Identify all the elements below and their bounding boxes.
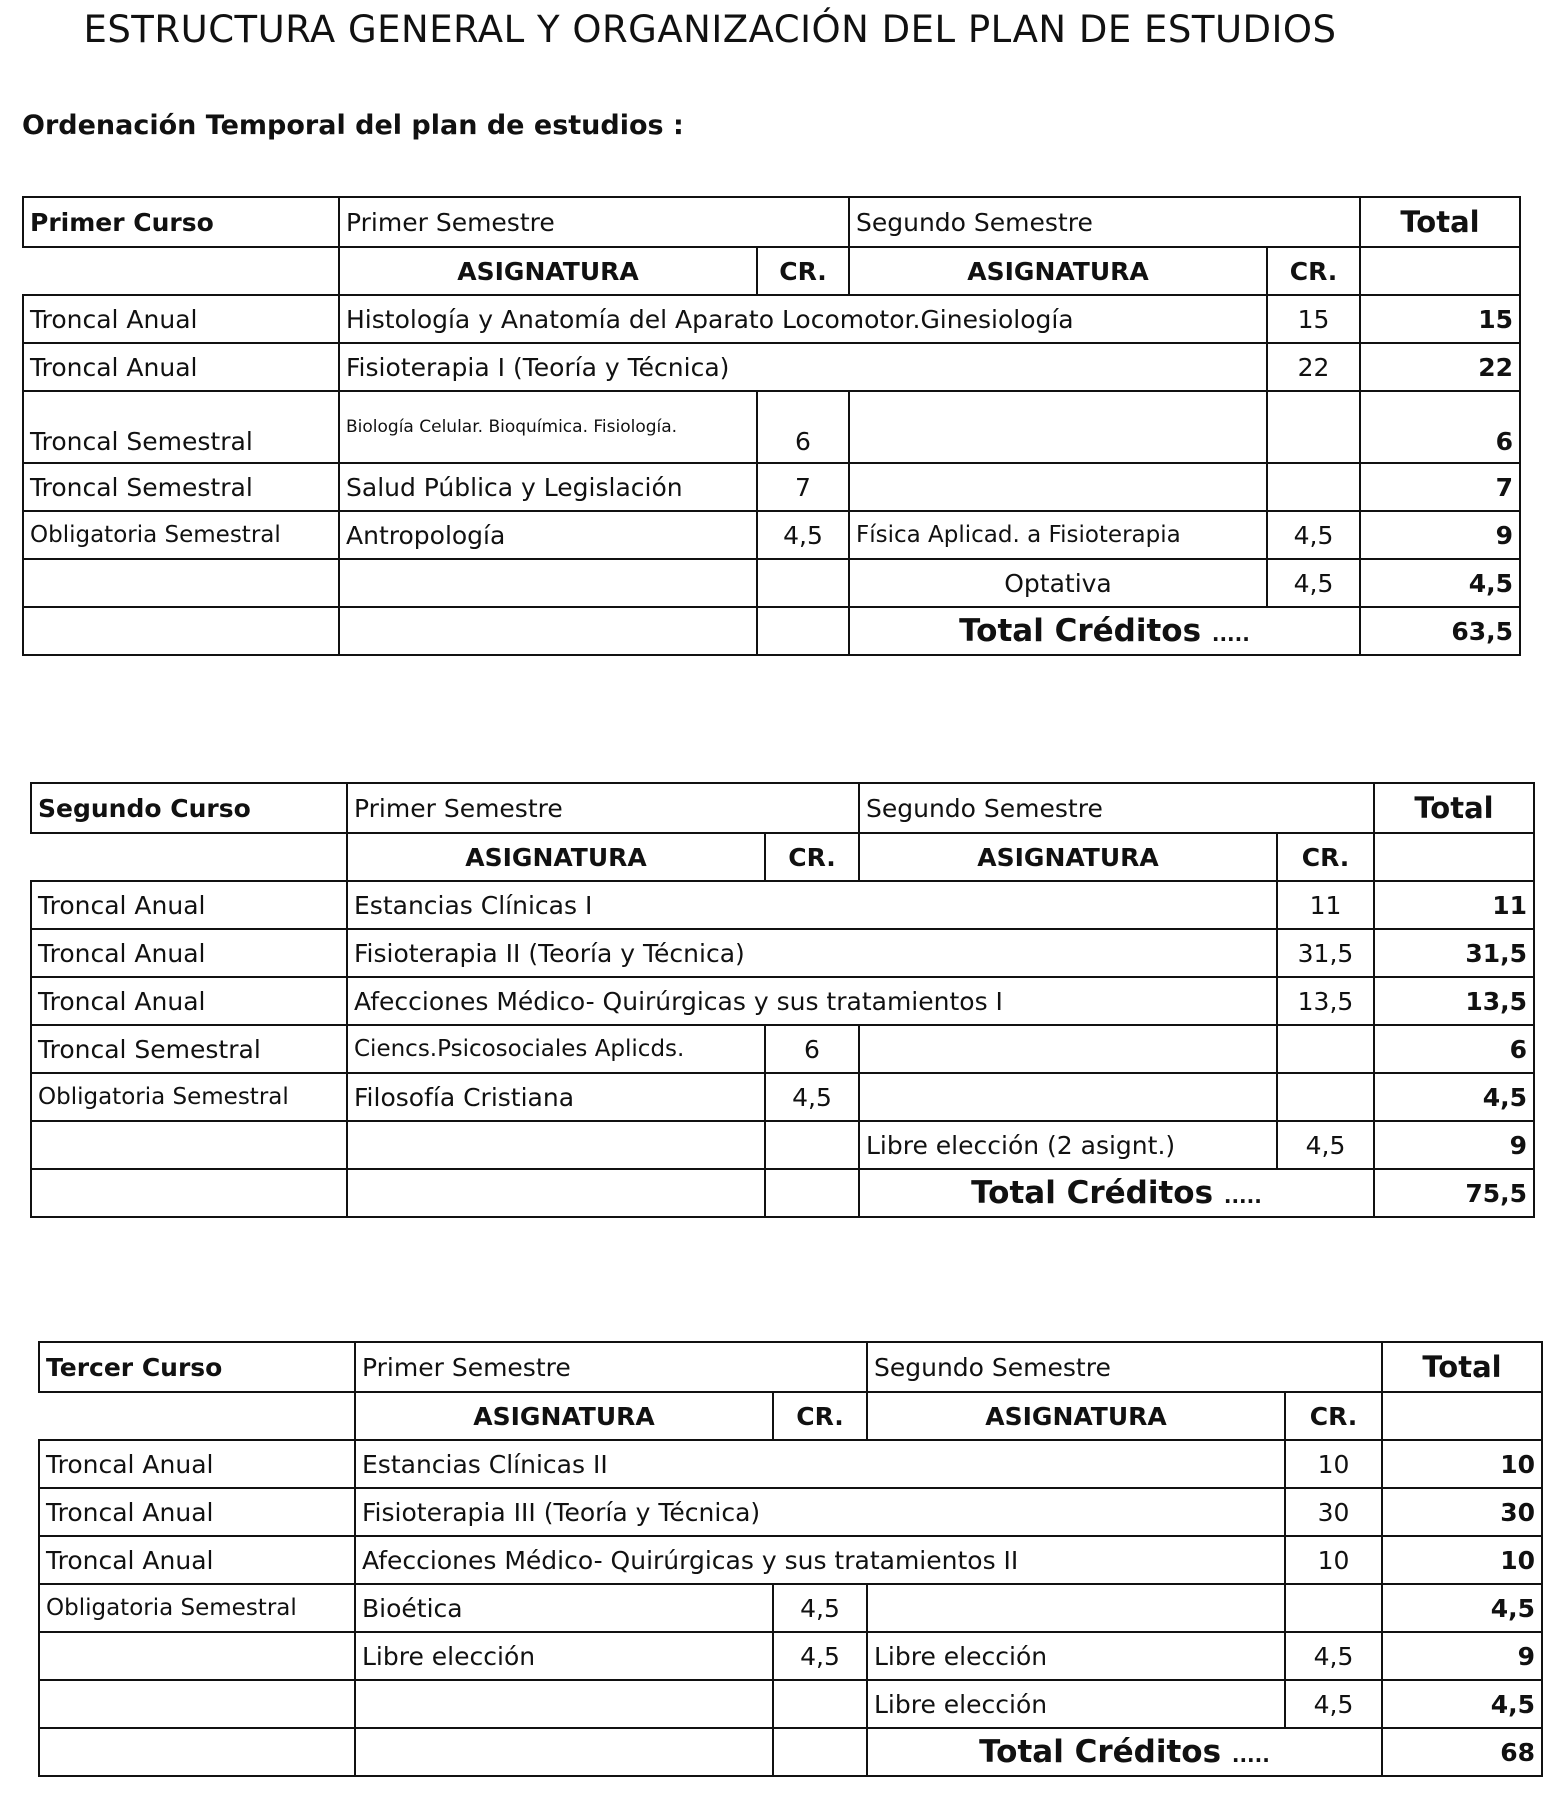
total-row — [23, 607, 1520, 655]
subject-name — [347, 1121, 765, 1169]
subject-name: Afecciones Médico- Quirúrgicas y sus tratamientos II — [355, 1536, 1285, 1584]
subject-name: Fisioterapia III (Teoría y Técnica) — [355, 1488, 1285, 1536]
table-row — [23, 511, 1520, 559]
subject-type — [39, 1632, 355, 1680]
cr-header: CR. — [1285, 1392, 1382, 1440]
cr-header: CR. — [765, 833, 859, 881]
total-creditos-label — [849, 607, 1360, 655]
subject-type: Troncal Semestral — [23, 463, 339, 511]
row-total: 9 — [1382, 1632, 1542, 1680]
subject-type: Troncal Anual — [31, 977, 347, 1025]
page-subtitle: Ordenación Temporal del plan de estudios : — [22, 110, 684, 141]
table-subheader-row — [23, 247, 1520, 295]
total-header: Total — [1360, 197, 1520, 247]
total-creditos-value: 68 — [1382, 1728, 1542, 1776]
subject-type: Troncal Anual — [39, 1536, 355, 1584]
credits: 11 — [1277, 881, 1374, 929]
subject-name: Libre elección — [355, 1632, 773, 1680]
subject-type: Obligatoria Semestral — [23, 511, 339, 559]
empty-cell — [757, 607, 849, 655]
credits: 31,5 — [1277, 929, 1374, 977]
empty-cell — [23, 247, 339, 295]
row-total: 31,5 — [1374, 929, 1534, 977]
empty-cell — [39, 1392, 355, 1440]
table-row — [39, 1584, 1542, 1632]
table-row — [31, 929, 1534, 977]
row-total: 9 — [1360, 511, 1520, 559]
total-creditos-text: Total Créditos — [971, 1175, 1214, 1211]
table-header-row — [23, 197, 1520, 247]
table-subheader-row — [31, 833, 1534, 881]
subject-type — [31, 1121, 347, 1169]
table-row — [31, 1121, 1534, 1169]
credits: 4,5 — [1285, 1680, 1382, 1728]
asignatura-header: ASIGNATURA — [849, 247, 1267, 295]
empty-cell — [1374, 833, 1534, 881]
total-header: Total — [1382, 1342, 1542, 1392]
subject-name: Estancias Clínicas I — [347, 881, 1277, 929]
subject-type: Troncal Anual — [39, 1440, 355, 1488]
total-creditos-text: Total Créditos — [979, 1734, 1222, 1770]
subject-name: Filosofía Cristiana — [347, 1073, 765, 1121]
subject-type: Troncal Anual — [23, 343, 339, 391]
subject-name — [859, 1073, 1277, 1121]
row-total: 13,5 — [1374, 977, 1534, 1025]
tercer-curso-table — [38, 1341, 1543, 1777]
total-creditos-dots: ..... — [1223, 1184, 1262, 1208]
row-total: 15 — [1360, 295, 1520, 343]
credits — [1267, 391, 1360, 463]
subject-name: Física Aplicad. a Fisioterapia — [849, 511, 1267, 559]
course-label: Tercer Curso — [39, 1342, 355, 1392]
total-creditos-value: 63,5 — [1360, 607, 1520, 655]
primer-semestre-header: Primer Semestre — [347, 783, 859, 833]
row-total: 4,5 — [1360, 559, 1520, 607]
subject-name: Biología Celular. Bioquímica. Fisiología. — [339, 391, 757, 463]
empty-cell — [355, 1728, 773, 1776]
total-creditos-value: 75,5 — [1374, 1169, 1534, 1217]
credits: 4,5 — [757, 511, 849, 559]
credits — [765, 1121, 859, 1169]
subject-name — [849, 391, 1267, 463]
subject-name: Libre elección — [867, 1632, 1285, 1680]
table-row — [39, 1536, 1542, 1584]
subject-name: Afecciones Médico- Quirúrgicas y sus tratamientos I — [347, 977, 1277, 1025]
credits: 22 — [1267, 343, 1360, 391]
row-total: 6 — [1374, 1025, 1534, 1073]
subject-type: Obligatoria Semestral — [39, 1584, 355, 1632]
table-subheader-row — [39, 1392, 1542, 1440]
subject-name — [355, 1680, 773, 1728]
credits — [1267, 463, 1360, 511]
table-row — [23, 559, 1520, 607]
subject-name: Salud Pública y Legislación — [339, 463, 757, 511]
credits: 15 — [1267, 295, 1360, 343]
empty-cell — [339, 607, 757, 655]
subject-type: Troncal Anual — [39, 1488, 355, 1536]
total-row — [39, 1728, 1542, 1776]
subject-name — [849, 463, 1267, 511]
asignatura-header: ASIGNATURA — [859, 833, 1277, 881]
empty-cell — [765, 1169, 859, 1217]
credits — [1277, 1073, 1374, 1121]
credits: 4,5 — [773, 1632, 867, 1680]
credits — [773, 1680, 867, 1728]
credits — [757, 559, 849, 607]
credits: 10 — [1285, 1440, 1382, 1488]
credits: 10 — [1285, 1536, 1382, 1584]
course-label: Primer Curso — [23, 197, 339, 247]
row-total: 4,5 — [1374, 1073, 1534, 1121]
subject-name: Libre elección (2 asignt.) — [859, 1121, 1277, 1169]
credits: 13,5 — [1277, 977, 1374, 1025]
course-label: Segundo Curso — [31, 783, 347, 833]
empty-cell — [31, 833, 347, 881]
table-row — [23, 295, 1520, 343]
total-creditos-label — [867, 1728, 1382, 1776]
table-header-row — [39, 1342, 1542, 1392]
subject-name: Fisioterapia II (Teoría y Técnica) — [347, 929, 1277, 977]
row-total: 4,5 — [1382, 1680, 1542, 1728]
credits: 4,5 — [1285, 1632, 1382, 1680]
subject-type: Troncal Semestral — [31, 1025, 347, 1073]
subject-type — [23, 559, 339, 607]
subject-name: Antropología — [339, 511, 757, 559]
total-creditos-dots: ..... — [1211, 622, 1250, 646]
subject-name: Histología y Anatomía del Aparato Locomotor.Ginesiología — [339, 295, 1267, 343]
table-row — [31, 1025, 1534, 1073]
row-total: 4,5 — [1382, 1584, 1542, 1632]
subject-name — [339, 559, 757, 607]
subject-name: Ciencs.Psicosociales Aplicds. — [347, 1025, 765, 1073]
subject-name — [867, 1584, 1285, 1632]
subject-type: Troncal Anual — [23, 295, 339, 343]
primer-curso-table — [22, 196, 1521, 656]
credits: 30 — [1285, 1488, 1382, 1536]
empty-cell — [31, 1169, 347, 1217]
credits: 4,5 — [765, 1073, 859, 1121]
credits: 4,5 — [1267, 559, 1360, 607]
asignatura-header: ASIGNATURA — [347, 833, 765, 881]
table-row — [39, 1680, 1542, 1728]
empty-cell — [39, 1728, 355, 1776]
segundo-curso-table — [30, 782, 1535, 1218]
credits: 4,5 — [1267, 511, 1360, 559]
subject-type — [39, 1680, 355, 1728]
table-row — [31, 1073, 1534, 1121]
table-row — [23, 391, 1520, 463]
total-header: Total — [1374, 783, 1534, 833]
empty-cell — [1360, 247, 1520, 295]
cr-header: CR. — [1267, 247, 1360, 295]
asignatura-header: ASIGNATURA — [355, 1392, 773, 1440]
total-row — [31, 1169, 1534, 1217]
total-creditos-text: Total Créditos — [959, 613, 1202, 649]
asignatura-header: ASIGNATURA — [867, 1392, 1285, 1440]
empty-cell — [347, 1169, 765, 1217]
segundo-semestre-header: Segundo Semestre — [867, 1342, 1382, 1392]
page-title: ESTRUCTURA GENERAL Y ORGANIZACIÓN DEL PLAN DE ESTUDIOS — [83, 8, 1337, 51]
row-total: 10 — [1382, 1536, 1542, 1584]
segundo-semestre-header: Segundo Semestre — [859, 783, 1374, 833]
table-row — [39, 1440, 1542, 1488]
credits — [1285, 1584, 1382, 1632]
cr-header: CR. — [773, 1392, 867, 1440]
total-creditos-label — [859, 1169, 1374, 1217]
table-row — [39, 1488, 1542, 1536]
row-total: 6 — [1360, 391, 1520, 463]
segundo-semestre-header: Segundo Semestre — [849, 197, 1360, 247]
subject-name: Bioética — [355, 1584, 773, 1632]
table-row — [31, 977, 1534, 1025]
credits — [1277, 1025, 1374, 1073]
row-total: 7 — [1360, 463, 1520, 511]
subject-name: Libre elección — [867, 1680, 1285, 1728]
table-row — [31, 881, 1534, 929]
primer-semestre-header: Primer Semestre — [339, 197, 849, 247]
primer-semestre-header: Primer Semestre — [355, 1342, 867, 1392]
cr-header: CR. — [757, 247, 849, 295]
subject-name: Estancias Clínicas II — [355, 1440, 1285, 1488]
subject-type: Troncal Anual — [31, 929, 347, 977]
row-total: 10 — [1382, 1440, 1542, 1488]
credits: 6 — [757, 391, 849, 463]
credits: 6 — [765, 1025, 859, 1073]
subject-name: Optativa — [849, 559, 1267, 607]
empty-cell — [23, 607, 339, 655]
row-total: 22 — [1360, 343, 1520, 391]
subject-name: Fisioterapia I (Teoría y Técnica) — [339, 343, 1267, 391]
subject-type: Troncal Anual — [31, 881, 347, 929]
credits: 7 — [757, 463, 849, 511]
table-row — [39, 1632, 1542, 1680]
empty-cell — [773, 1728, 867, 1776]
subject-type: Troncal Semestral — [23, 391, 339, 463]
total-creditos-dots: ..... — [1231, 1743, 1270, 1767]
table-row — [23, 463, 1520, 511]
row-total: 9 — [1374, 1121, 1534, 1169]
cr-header: CR. — [1277, 833, 1374, 881]
row-total: 30 — [1382, 1488, 1542, 1536]
empty-cell — [1382, 1392, 1542, 1440]
table-header-row — [31, 783, 1534, 833]
subject-type: Obligatoria Semestral — [31, 1073, 347, 1121]
subject-name — [859, 1025, 1277, 1073]
asignatura-header: ASIGNATURA — [339, 247, 757, 295]
row-total: 11 — [1374, 881, 1534, 929]
credits: 4,5 — [773, 1584, 867, 1632]
table-row — [23, 343, 1520, 391]
credits: 4,5 — [1277, 1121, 1374, 1169]
